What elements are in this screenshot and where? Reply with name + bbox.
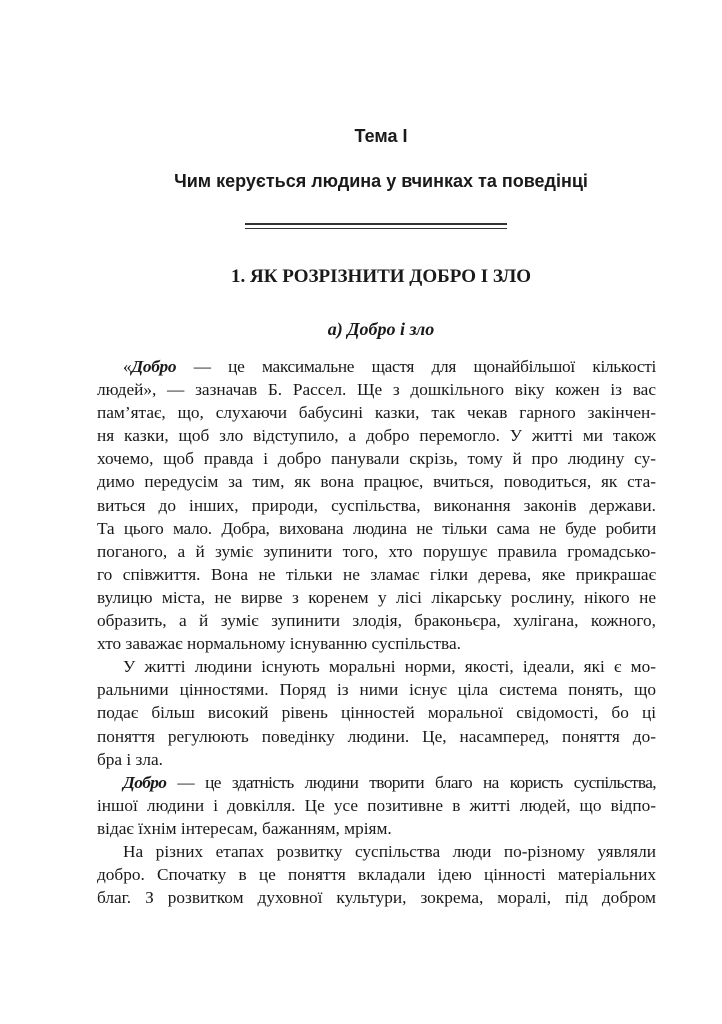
text-line: Добро — це здатність людини творити благо на користь суспільства, [123, 772, 656, 792]
text-line: хто заважає нормальному існуванню суспільства. [97, 634, 461, 654]
text-line: хочемо, щоб правда і добро панували скрізь, тому й про людину су- [97, 449, 656, 469]
text-line: На різних етапах розвитку суспільства люди по-різному уявляли [123, 841, 656, 861]
text-line: добро. Спочатку в це поняття вкладали ідею цінності матеріальних [97, 865, 656, 885]
text-line: благ. З розвитком духовної культури, зокрема, моралі, під добром [97, 888, 656, 908]
theme-title: Чим керується людина у вчинках та поведінці [174, 171, 588, 191]
text-line: образить, а й зуміє зупинити злодія, браконьєра, хулігана, кожного, [97, 611, 656, 631]
text-line: димо передусім за тим, як вона працює, вчиться, поводиться, як ста- [97, 472, 656, 492]
text-line: людей», — зазначав Б. Рассел. Ще з дошкільного віку кожен із вас [97, 380, 656, 400]
text-line: пам’ятає, що, слухаючи бабусині казки, так чекав гарного закінчен- [97, 403, 656, 423]
text-line: У житті людини існують моральні норми, якості, ідеали, які є мо- [123, 657, 656, 677]
text-line: бра і зла. [97, 749, 163, 769]
text-line: ня казки, щоб зло відступило, а добро перемогло. У житті ми також [97, 426, 656, 446]
text-line: го співжиття. Вона не тільки не зламає гілки дерева, яке прикрашає [97, 564, 656, 584]
text-line: поняття регулюють поведінку людини. Це, насамперед, поняття до- [97, 726, 656, 746]
double-divider [245, 223, 507, 229]
text-line: поганого, а й зуміє зупинити того, хто порушує правила громадсько- [97, 541, 656, 561]
text-line: «Добро — це максимальне щастя для щонайбільшої кількості [123, 357, 656, 376]
term-dobro: Добро [123, 772, 167, 792]
text-line: подає більш високий рівень цінностей моральної свідомості, бо ці [97, 703, 656, 723]
text-line: ральними цінностями. Поряд із ними існує ціла система понять, що [97, 680, 656, 700]
term-dobro: Добро [131, 357, 177, 376]
theme-label: Тема І [354, 126, 408, 146]
text-line: відає їхнім інтересам, бажанням, мріям. [97, 818, 392, 838]
subsection-title: а) Добро і зло [327, 319, 435, 339]
section-title: 1. ЯК РОЗРІЗНИТИ ДОБРО І ЗЛО [230, 266, 532, 287]
text-line: іншої людини і довкілля. Це усе позитивне в житті людей, що відпо- [97, 795, 656, 815]
body-text [97, 355, 656, 909]
text-line: вулицю міста, не вирве з коренем у лісі лікарську рослину, нікого не [97, 587, 656, 607]
text-line: виться до інших, природи, суспільства, виконання законів держави. [97, 495, 656, 515]
text-line: Та цього мало. Добра, вихована людина не тільки сама не буде робити [97, 518, 656, 538]
